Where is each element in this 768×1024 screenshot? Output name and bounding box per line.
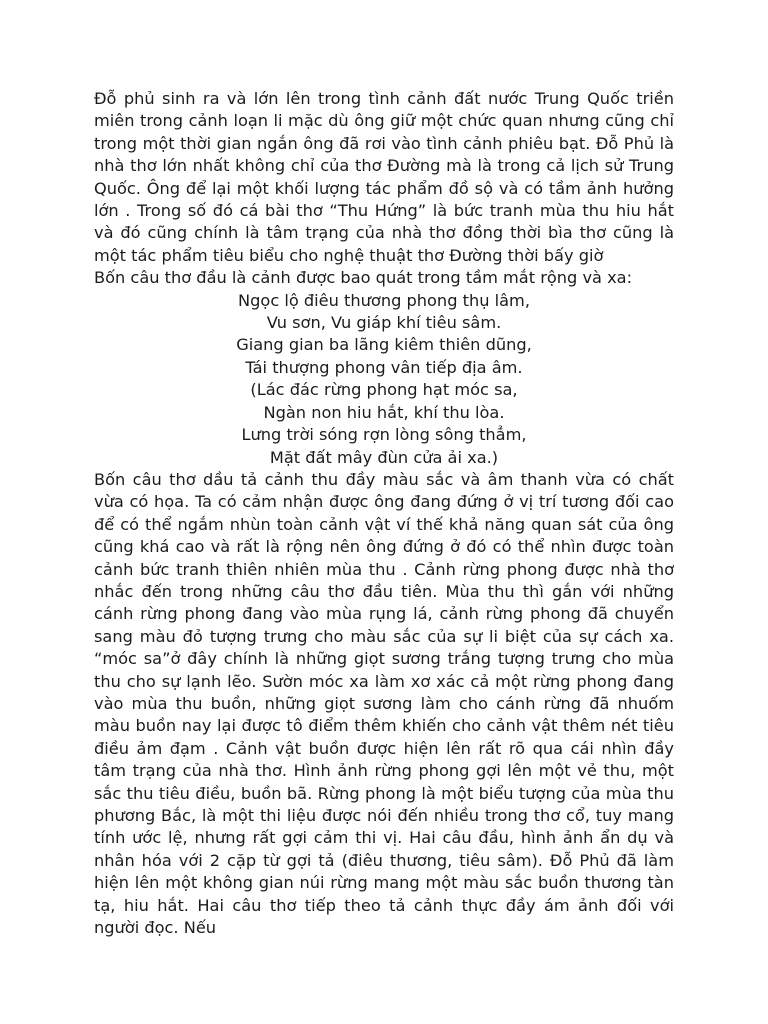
poem-line: Giang gian ba lãng kiêm thiên dũng, (236, 335, 532, 355)
poem-line: Lưng trời sóng rợn lòng sông thẳm, (241, 425, 527, 445)
poem-block (94, 290, 674, 469)
analysis-paragraph: Bốn câu thơ dầu tả cảnh thu đầy màu sắc và âm thanh vừa có chất vừa có họa. Ta có cảm nhận được ông đang đứng ở vị trí tương đối cao để có thể ngắm nhùn toàn cảnh vật ví thế khả năng quan sát của ông cũng khá cao và rất là rộng nên ông đứng ở đó có thể nhìn được toàn cảnh bức tranh thiên nhiên mùa thu . Cảnh rừng phong được nhà thơ nhắc đến trong những câu thơ đầu tiên. Mùa thu thì gắn với những cánh rừng phong đang vào mùa rụng lá, cảnh rừng phong đã chuyển sang màu đỏ tượng trưng cho màu sắc của sự li biệt của sự cách xa. “móc sa”ở đây chính là những giọt sương trắng tượng trưng cho mùa thu cho sự lạnh lẽo. Sườn móc xa làm xơ xác cả một rừng phong đang vào mùa thu buồn, những giọt sương làm cho cánh rừng đã nhuốm màu buồn nay lại được tô điểm thêm khiến cho cảnh vật thêm nét tiêu điều ảm đạm . Cảnh vật buồn được hiện lên rất rõ qua cái nhìn đầy tâm trạng của nhà thơ. Hình ảnh rừng phong gợi lên một vẻ thu, một sắc thu tiêu điều, buồn bã. Rừng phong là một biểu tượng của mùa thu phương Bắc, là một thi liệu được nói đến nhiều trong thơ cổ, tuy mang tính ước lệ, nhưng rất gợi cảm thi vị. Hai câu đầu, hình ảnh ẩn dụ và nhân hóa với 2 cặp từ gợi tả (điêu thương, tiêu sâm). Đỗ Phủ đã làm hiện lên một không gian núi rừng mang một màu sắc buồn thương tàn tạ, hiu hắt. Hai câu thơ tiếp theo tả cảnh thực đầy ám ảnh đối với người đọc. Nếu (94, 469, 674, 938)
poem-line: Ngàn non hiu hắt, khí thu lòa. (263, 402, 505, 422)
intro-paragraph: Đỗ phủ sinh ra và lớn lên trong tình cảnh đất nước Trung Quốc triền miên trong cảnh loạn li mặc dù ông giữ một chức quan nhưng cũng chỉ trong một thời gian ngắn ông đã rơi vào tình cảnh phiêu bạt. Đỗ Phủ là nhà thơ lớn nhất không chỉ của thơ Đường mà là trong cả lịch sử Trung Quốc. Ông để lại một khối lượng tác phẩm đồ sộ và có tầm ảnh hưởng lớn . Trong số đó cá bài thơ “Thu Hứng” là bức tranh mùa thu hiu hắt và đó cũng chính là tâm trạng của nhà thơ đồng thời bìa thơ cũng là một tác phẩm tiêu biểu cho nghệ thuật thơ Đường thời bấy giờ Bốn câu thơ đầu là cảnh được bao quát trong tầm mắt rộng và xa: (94, 89, 674, 288)
poem-line: Tái thượng phong vân tiếp địa âm. (245, 357, 523, 377)
document-page (94, 88, 674, 939)
poem-line: (Lác đác rừng phong hạt móc sa, (250, 380, 518, 400)
poem-line: Mặt đất mây đùn cửa ải xa.) (269, 447, 499, 467)
poem-line: Vu sơn, Vu giáp khí tiêu sâm. (266, 313, 502, 333)
poem-line: Ngọc lộ điêu thương phong thụ lâm, (238, 290, 530, 310)
